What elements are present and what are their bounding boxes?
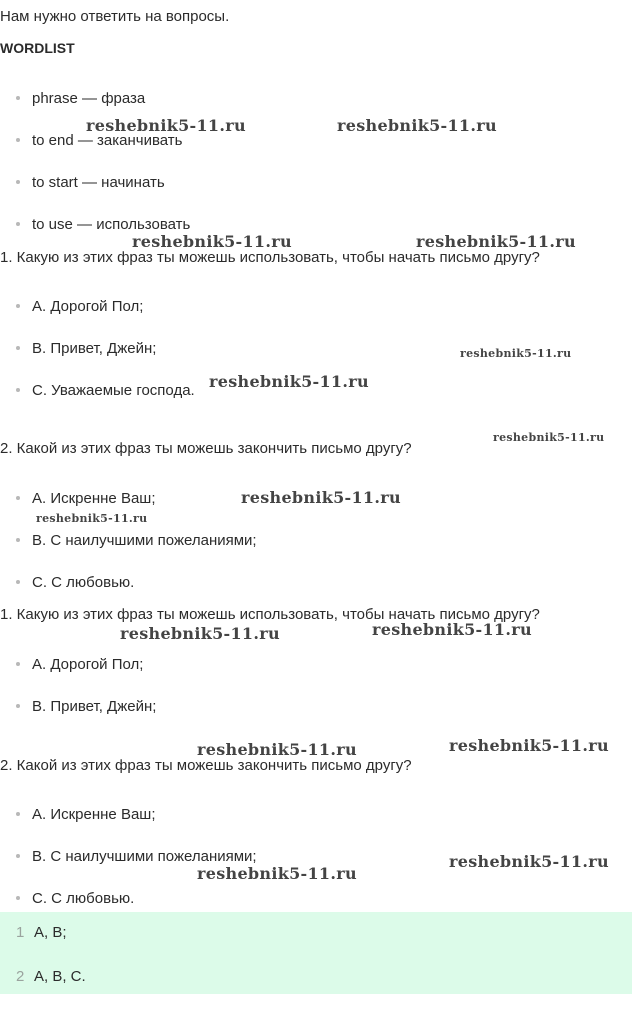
option-item: A. Дорогой Пол; — [16, 298, 143, 315]
answer-panel — [0, 912, 632, 994]
option-item: B. С наилучшими пожеланиями; — [16, 848, 257, 865]
watermark: reshebnik5-11.ru — [449, 852, 609, 871]
watermark: reshebnik5-11.ru — [209, 372, 369, 391]
watermark: reshebnik5-11.ru — [197, 864, 357, 883]
answer-row — [16, 924, 67, 941]
option-item: B. Привет, Джейн; — [16, 340, 156, 357]
answer-number: 2 — [16, 968, 25, 985]
watermark: reshebnik5-11.ru — [372, 620, 532, 639]
bullet-icon — [16, 180, 20, 184]
bullet-icon — [16, 896, 20, 900]
question-text: 1. Какую из этих фраз ты можешь использовать, чтобы начать письмо другу? — [0, 606, 540, 623]
option-item: A. Искренне Ваш; — [16, 490, 156, 507]
wordlist-item: phrase — фраза — [16, 90, 145, 107]
answer-text: A, B; — [34, 924, 67, 941]
watermark: reshebnik5-11.ru — [493, 431, 605, 444]
watermark: reshebnik5-11.ru — [460, 347, 572, 360]
watermark: reshebnik5-11.ru — [416, 232, 576, 251]
option-item: A. Дорогой Пол; — [16, 656, 143, 673]
bullet-icon — [16, 388, 20, 392]
watermark: reshebnik5-11.ru — [337, 116, 497, 135]
question-text: 2. Какой из этих фраз ты можешь закончить письмо другу? — [0, 440, 412, 457]
option-item: C. С любовью. — [16, 574, 134, 591]
bullet-icon — [16, 704, 20, 708]
option-item: B. С наилучшими пожеланиями; — [16, 532, 257, 549]
watermark: reshebnik5-11.ru — [86, 116, 246, 135]
bullet-icon — [16, 222, 20, 226]
watermark: reshebnik5-11.ru — [132, 232, 292, 251]
wordlist-item: to start — начинать — [16, 174, 165, 191]
bullet-icon — [16, 496, 20, 500]
watermark: reshebnik5-11.ru — [36, 512, 148, 525]
option-item: C. Уважаемые господа. — [16, 382, 195, 399]
bullet-icon — [16, 304, 20, 308]
bullet-icon — [16, 538, 20, 542]
wordlist-item: to use — использовать — [16, 216, 190, 233]
question-text: 2. Какой из этих фраз ты можешь закончить письмо другу? — [0, 757, 412, 774]
wordlist-item: to end — заканчивать — [16, 132, 182, 149]
answer-row — [16, 968, 86, 985]
watermark: reshebnik5-11.ru — [241, 488, 401, 507]
bullet-icon — [16, 96, 20, 100]
option-item: B. Привет, Джейн; — [16, 698, 156, 715]
question-text: 1. Какую из этих фраз ты можешь использовать, чтобы начать письмо другу? — [0, 249, 540, 266]
watermark: reshebnik5-11.ru — [120, 624, 280, 643]
bullet-icon — [16, 346, 20, 350]
bullet-icon — [16, 812, 20, 816]
answer-text: A, B, C. — [34, 968, 86, 985]
bullet-icon — [16, 580, 20, 584]
option-item: C. С любовью. — [16, 890, 134, 907]
watermark: reshebnik5-11.ru — [197, 740, 357, 759]
intro-text: Нам нужно ответить на вопросы. — [0, 8, 230, 25]
bullet-icon — [16, 138, 20, 142]
watermark: reshebnik5-11.ru — [449, 736, 609, 755]
answer-number: 1 — [16, 924, 25, 941]
bullet-icon — [16, 854, 20, 858]
wordlist-heading: WORDLIST — [0, 40, 75, 56]
option-item: A. Искренне Ваш; — [16, 806, 156, 823]
bullet-icon — [16, 662, 20, 666]
